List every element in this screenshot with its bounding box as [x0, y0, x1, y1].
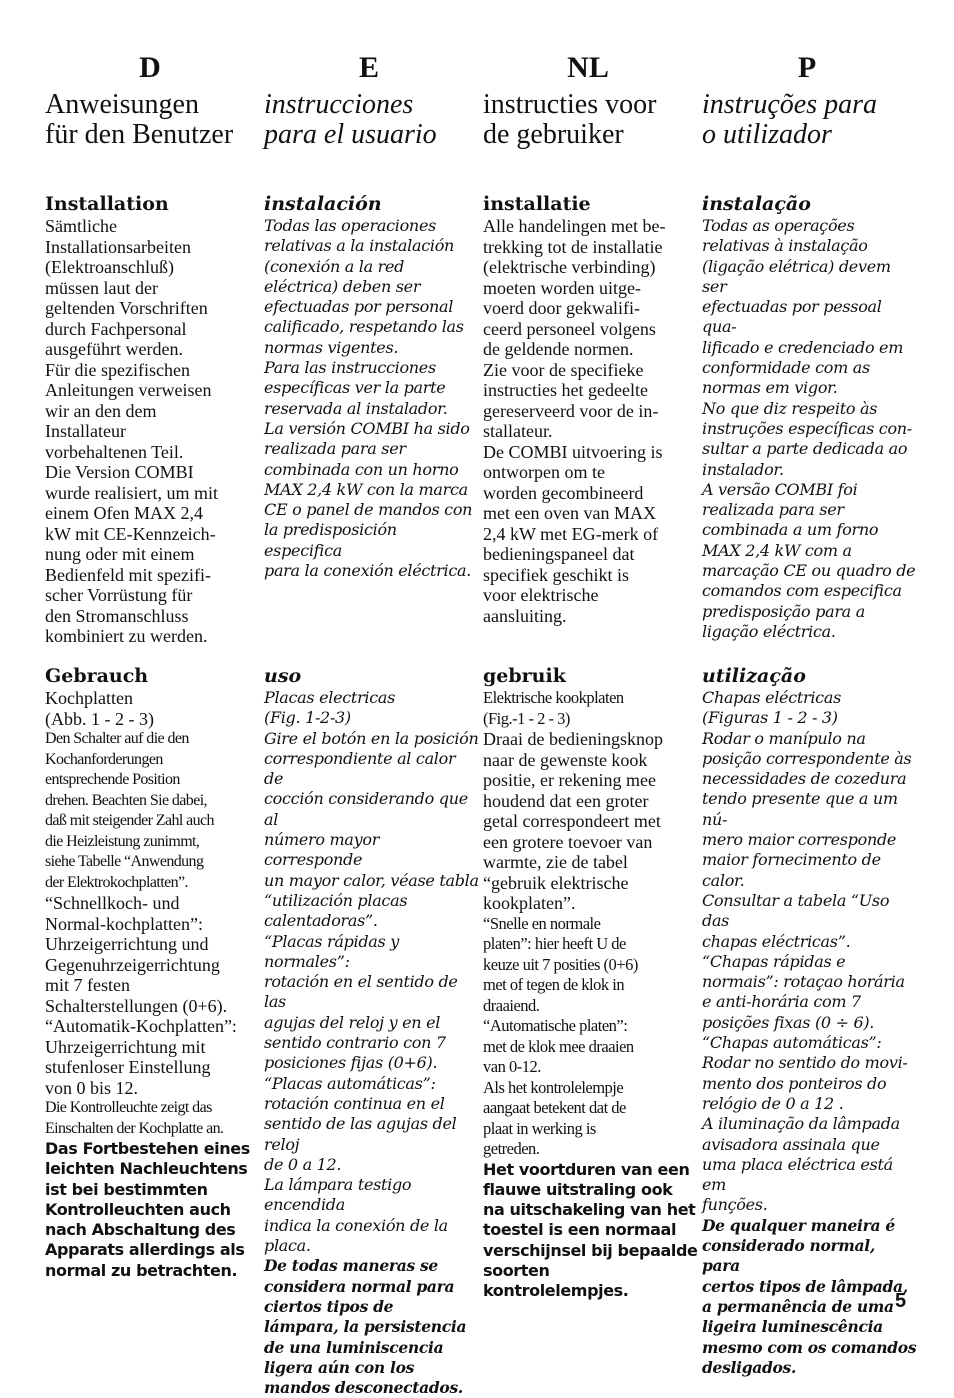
usage-intro-german: Kochplatten (Abb. 1 - 2 - 3): [45, 688, 154, 729]
page-number: 5: [895, 1290, 907, 1312]
installation-heading-spanish: instalación: [264, 193, 382, 215]
column-german: [45, 50, 255, 1280]
usage-text-german: “Schnellkoch- und Normal-kochplatten”: Uhrzeigerrichtung und Gegenuhrzeigerrichtung mit 7 festen Schalterstellungen (0+6). “Automatik-Kochplatten”: Uhrzeigerrichtung mit stufenloser Einstellung von 0 bis 12.: [45, 893, 237, 1098]
column-dutch: [483, 50, 698, 1301]
language-code-e: E: [358, 51, 379, 84]
usage-bold-german: Das Fortbestehen eines leichten Nachleuchtens ist bei bestimmten Kontrolleuchten auch nach Abschaltung des Apparats allerdings als normal zu betrachten.: [45, 1139, 250, 1280]
installation-section-spanish: [264, 193, 479, 581]
installation-text-spanish: Todas las operaciones relativas a la instalación (conexión a la red eléctrica) deben ser efectuadas por personal calificado, respetando las normas vigentes. Para las instrucciones específicas ver la parte reservada al instalador. La versión COMBI ha sido realizada para ser combinada con un horno MAX 2,4 kW con la marca CE o panel de mandos con la predisposición especifica para la conexión eléctrica.: [264, 216, 473, 581]
column-portuguese: [702, 50, 917, 1377]
title-portuguese: instruções para o utilizador: [702, 89, 877, 150]
usage-section-german: [45, 665, 260, 1281]
language-code-d: D: [139, 51, 161, 84]
usage-section-spanish: [264, 665, 479, 1398]
installation-heading-german: Installation: [45, 193, 169, 215]
installation-section-german: [45, 193, 260, 647]
usage-bold-dutch: Het voortduren van een flauwe uitstraling ook na uitschakeling van het toestel is een normaal verschijnsel bij bepaalde soorten kontrolelempjes.: [483, 1159, 698, 1301]
column-spanish: [264, 50, 479, 1398]
usage-text-small-german: Den Schalter auf die den Kochanforderungen entsprechende Position drehen. Beachten Sie dabei, daß mit steigender Zahl auch die Heizleistung zunimmt, siehe Tabelle “Anwendung der Elektrokochplatten”.: [45, 730, 214, 891]
usage-bold-portuguese: De qualquer maneira é considerado normal, para certos tipos de lâmpada, a permanência de uma ligeira luminescência mesmo com os comandos desligados.: [702, 1215, 917, 1377]
installation-text-dutch: Alle handelingen met be- trekking tot de installatie (elektrische verbinding) moeten worden uitge- voerd door gekwalifi- ceerd personeel volgens de geldende normen. Zie voor de specifieke instructies het gedeelte gereserveerd voor de in- stallateur. De COMBI uitvoering is ontworpen om te worden gecombineerd met een oven van MAX 2,4 kW met EG-merk of bedieningspaneel dat specifiek geschikt is voor elektrische aansluiting.: [483, 216, 666, 626]
installation-section-portuguese: [702, 193, 917, 642]
installation-text-german: Sämtliche Installationsarbeiten (Elektroanschluß) müssen laut der geltenden Vorschriften durch Fachpersonal ausgeführt werden. Für die spezifischen Anleitungen verweisen wir an den dem Installateur vorbehaltenen Teil. Die Version COMBI wurde realisiert, um mit einem Ofen MAX 2,4 kW mit CE-Kennzeich- nung oder mit einem Bedienfeld mit spezifi- scher Vorrüstung für den Stromanschluss kombiniert zu werden.: [45, 216, 218, 646]
usage-heading-german: Gebrauch: [45, 665, 149, 687]
title-dutch: instructies voor de gebruiker: [483, 89, 657, 150]
usage-section-portuguese: [702, 665, 917, 1378]
installation-heading-portuguese: instalação: [702, 193, 811, 215]
usage-text-dutch: Draai de bedieningsknop naar de gewenste kook positie, er rekening mee houdend dat een groter getal correspondeert met een grotere toevoer van warmte, zie de tabel “gebruik elektrische kookplaten”.: [483, 729, 663, 913]
usage-heading-portuguese: utilização: [702, 665, 806, 687]
usage-intro-dutch: Elektrische kookplaten (Fig.-1 - 2 - 3): [483, 688, 624, 728]
title-spanish: instrucciones para el usuario: [264, 89, 437, 150]
usage-text-spanish: Placas electricas (Fig. 1-2-3) Gire el botón en la posición correspondiente al calor de cocción considerando que al número mayor corresponde un mayor calor, véase tabla “utilización placas calentadoras”. “Placas rápidas y normales”: rotación en el sentido de las agujas del reloj y en el sentido contrario con 7 posiciones fijas (0+6). “Placas automáticas”: rotación continua en el sentido de las agujas del reloj de 0 a 12. La lámpara testigo encendida indica la conexión de la placa.: [264, 688, 479, 1256]
usage-text-small2-german: Die Kontrolleuchte zeigt das Einschalten der Kochplatte an.: [45, 1099, 224, 1137]
language-code-nl: NL: [567, 51, 609, 84]
usage-text-cond-dutch: “Snelle en normale platen”: hier heeft U de keuze uit 7 posities (0+6) met of tegen de klok in draaiend. “Automatische platen”: met de klok mee draaien van 0-12. Als het kontrolelempje aangaat betekent dat de plaat in werking is getreden.: [483, 913, 638, 1158]
usage-section-dutch: [483, 665, 698, 1302]
usage-bold-spanish: De todas maneras se considera normal para ciertos tipos de lámpara, la persistencia de una luminiscencia ligera aún con los mandos desconectados.: [264, 1256, 467, 1398]
title-german: Anweisungen für den Benutzer: [45, 89, 234, 150]
installation-heading-dutch: installatie: [483, 193, 591, 215]
usage-text-portuguese: Chapas eléctricas (Figuras 1 - 2 - 3) Rodar o manípulo na posição correspondente às necessidades de cozedura tendo presente que a um nú- mero maior corresponde maior fornecimento de calor. Consultar a tabela “Uso das chapas eléctricas”. “Chapas rápidas e normais”: rotaçao horária e anti-horária com 7 posições fixas (0 ÷ 6). “Chapas automáticas”: Rodar no sentido do movi- mento dos ponteiros do relógio de 0 a 12 . A iluminação da lâmpada avisadora assinala que uma placa eléctrica está em funções.: [702, 688, 912, 1215]
usage-heading-spanish: uso: [264, 665, 302, 687]
usage-heading-dutch: gebruik: [483, 665, 566, 687]
installation-text-portuguese: Todas as operações relativas à instalação (ligação elétrica) devem ser efectuadas por pessoal qua- lificado e credenciado em conformidade com as normas em vigor. No que diz respeito às instruções específicas con- sultar a parte dedicada ao instalador. A versão COMBI foi realizada para ser combinada a um forno MAX 2,4 kW com a marcação CE ou quadro de comandos com especifica predisposição para a ligação eléctrica.: [702, 216, 916, 641]
installation-section-dutch: [483, 193, 698, 626]
language-code-p: P: [797, 51, 817, 84]
